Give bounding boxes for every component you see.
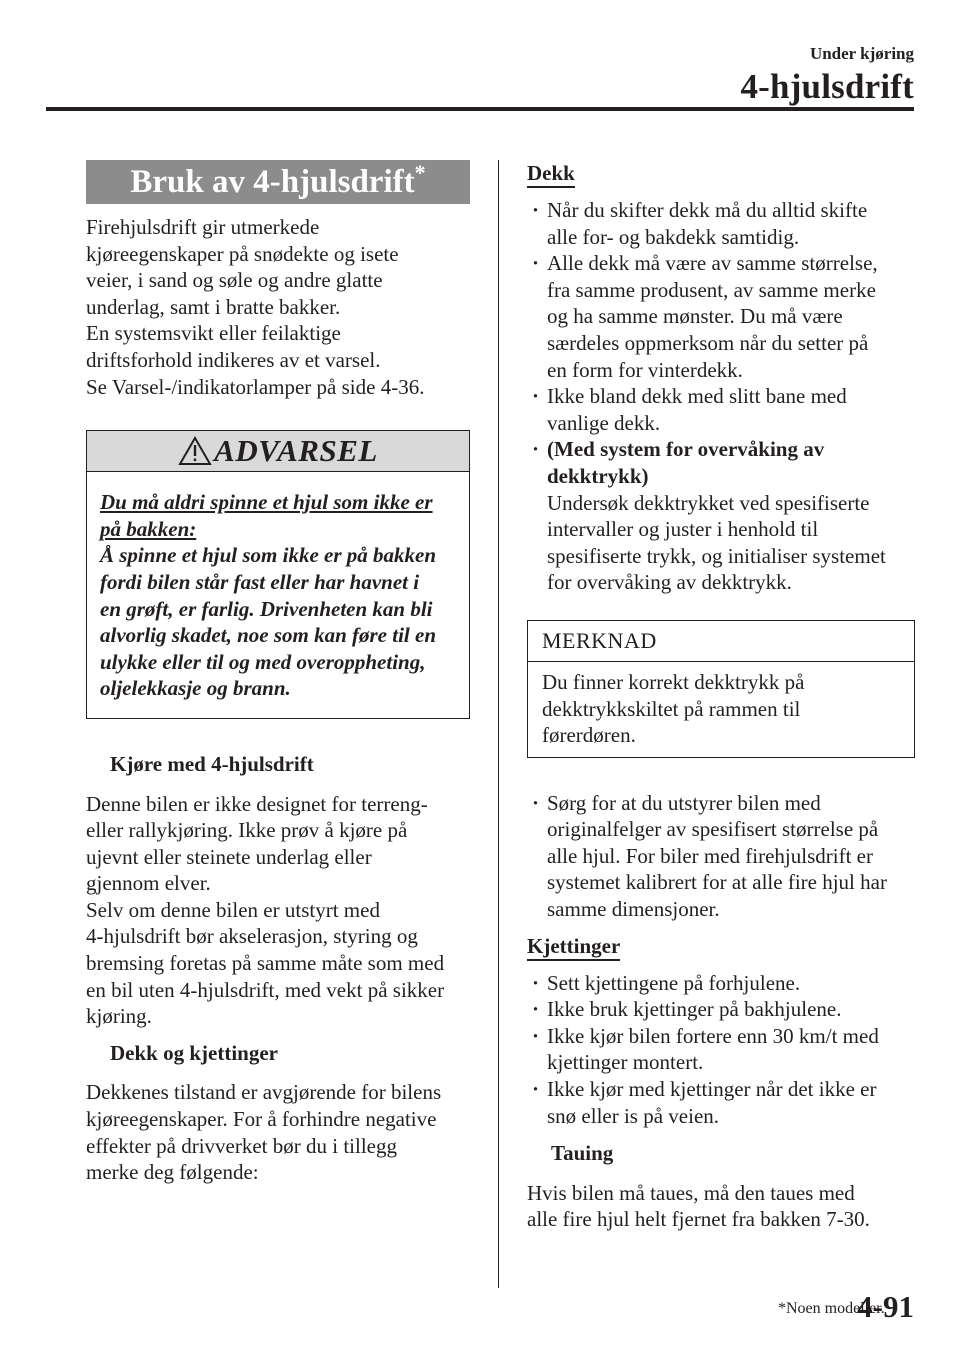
list-item: · Sørg for at du utstyrer bilen med originalfelger av spesifisert størrelse på alle hjul. For biler med firehjulsdrift er systemet kalibrert for at alle fire hjul har samme dimensjoner. [527,790,915,923]
heading-kjettinger: Kjettinger [527,934,620,961]
warning-triangle-icon [178,436,212,466]
tpms-condition: (Med system for overvåking av dekktrykk [547,437,825,488]
right-column [527,160,915,1233]
chains-list [527,970,915,1130]
note-title: MERKNAD [528,621,914,662]
left-column [86,160,470,1186]
header-rule [46,107,914,111]
subheading-tyres-chains: Dekk og kjettinger [110,1040,278,1065]
page-number: 4-91 [857,1289,914,1324]
note-body: Du finner korrekt dekktrykk på dekktrykkskiltet på rammen til førerdøren. [542,669,805,748]
section-title-text: Bruk av 4-hjulsdrift [130,164,415,200]
warning-box [86,430,470,719]
list-item: · Ikke kjør med kjettinger når det ikke er snø eller is på veien. [527,1076,915,1129]
rim-list [527,790,915,923]
intro-paragraph: Firehjulsdrift gir utmerkede kjøreegenskaper på snødekte og isete veier, i sand og søle og andre glatte underlag, samt i bratte bakker. En systemsvikt eller feilaktige driftsforhold indikeres av et varsel. Se Varsel-/indikatorlamper på side 4-36. [86,215,425,399]
heading-dekk: Dekk [527,161,575,188]
list-item: · Når du skifter dekk må du alltid skifte alle for- og bakdekk samtidig. [527,197,915,250]
section-label: Under kjøring [809,44,914,63]
driving-paragraph: Denne bilen er ikke designet for terreng- eller rallykjøring. Ikke prøv å kjøre på ujevnt eller steinete underlag eller gjennom elver. Selv om denne bilen er utstyrt med 4-hjulsdrift bør akselerasjon, styring og bremsing foretas på samme måte som med en bil uten 4-hjulsdrift, med vekt på sikker kjøring. [86,791,445,1029]
list-item [527,436,915,596]
warning-text: Å spinne et hjul som ikke er på bakken fordi bilen står fast eller har havnet i en grøft, er farlig. Drivenheten kan bli alvorlig skadet, noe som kan føre til en ulykke eller til og med overoppheting, oljelekkasje og brann. [100,543,437,701]
list-item: · Ikke kjør bilen fortere enn 30 km/t med kjettinger montert. [527,1023,915,1076]
page-header [740,44,914,108]
warning-lead: Du må aldri spinne et hjul som ikke er på bakken: [100,490,433,541]
tpms-close-paren: ) [641,463,649,488]
chapter-title: 4-hjulsdrift [740,67,914,106]
warning-header [87,431,469,472]
list-item: · Alle dekk må være av samme størrelse, fra samme produsent, av samme merke og ha samme mønster. Du må være særdeles oppmerksom når du setter på en form for vinterdekk. [527,250,915,383]
tpms-text: Undersøk dekktrykket ved spesifiserte intervaller og juster i henhold til spesifiserte trykk, og initialiser systemet for overvåking av dekktrykk. [547,490,886,595]
subheading-driving: Kjøre med 4-hjulsdrift [110,751,314,776]
column-divider [498,160,499,1288]
section-title [86,160,470,204]
tyres-paragraph: Dekkenes tilstand er avgjørende for bilens kjøreegenskaper. For å forhindre negative effekter på drivverket bør du i tillegg merke deg følgende: [86,1080,442,1185]
footnote: *Noen modeller. [778,1300,885,1317]
list-item: · Ikke bruk kjettinger på bakhjulene. [527,996,915,1023]
warning-title: ADVARSEL [214,432,378,468]
list-item: · Ikke bland dekk med slitt bane med vanlige dekk. [527,383,915,436]
towing-paragraph: Hvis bilen må taues, må den taues med alle fire hjul helt fjernet fra bakken 7-30. [527,1180,870,1232]
asterisk-mark: * [414,160,426,185]
list-item: · Sett kjettingene på forhjulene. [527,970,915,997]
note-box [527,620,915,758]
subheading-towing: Tauing [551,1141,614,1166]
warning-body [87,472,469,718]
dekk-list [527,197,915,596]
